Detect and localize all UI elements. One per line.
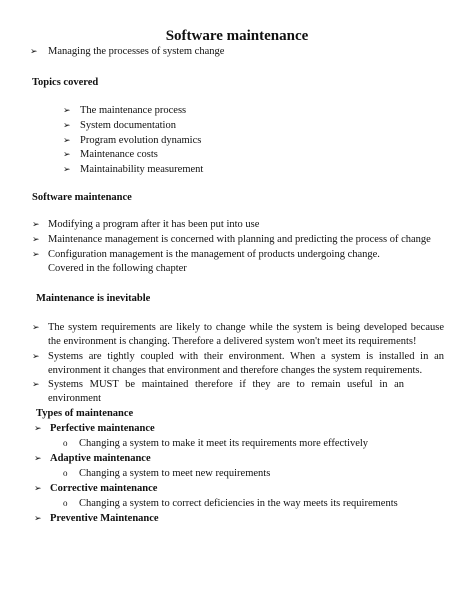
maintenance-type: Preventive Maintenance (50, 513, 159, 524)
bullet-icon: ➢ (63, 135, 71, 145)
bullet-icon: ➢ (34, 513, 42, 523)
list-item: Systems MUST be maintained therefore if they are to remain useful in an (48, 379, 404, 390)
maintenance-type-desc: Changing a system to meet new requirements (79, 468, 271, 479)
bullet-icon: ➢ (34, 423, 42, 433)
bullet-icon: ➢ (32, 249, 40, 259)
circle-bullet-icon: o (63, 438, 68, 448)
circle-bullet-icon: o (63, 498, 68, 508)
page-title: Software maintenance (165, 28, 309, 44)
bullet-icon: ➢ (63, 105, 71, 115)
bullet-icon: ➢ (32, 379, 40, 389)
list-item: Systems are tightly coupled with their environment. When a system is installed in an (48, 351, 444, 362)
section-heading: Software maintenance (32, 192, 132, 203)
topic-item: Maintainability measurement (80, 164, 204, 175)
maintenance-type: Corrective maintenance (50, 483, 158, 494)
bullet-icon: ➢ (32, 322, 40, 332)
circle-bullet-icon: o (63, 468, 68, 478)
maintenance-type: Perfective maintenance (50, 423, 155, 434)
section-heading: Types of maintenance (36, 408, 134, 419)
intro-text: Managing the processes of system change (48, 46, 225, 57)
list-item-continuation: the environment is changing. Therefore a delivered system won't meet its requirements! (48, 336, 417, 347)
list-item: Modifying a program after it has been put into use (48, 219, 260, 230)
section-heading: Maintenance is inevitable (36, 293, 151, 304)
bullet-icon: ➢ (34, 483, 42, 493)
bullet-icon: ➢ (34, 453, 42, 463)
bullet-icon: ➢ (32, 234, 40, 244)
list-item-continuation: environment (48, 393, 102, 404)
bullet-icon: ➢ (32, 351, 40, 361)
maintenance-type: Adaptive maintenance (50, 453, 151, 464)
list-item-continuation: Covered in the following chapter (48, 263, 187, 274)
topic-item: Program evolution dynamics (80, 135, 202, 146)
bullet-icon: ➢ (32, 219, 40, 229)
bullet-icon: ➢ (63, 120, 71, 130)
bullet-icon: ➢ (63, 149, 71, 159)
maintenance-type-desc: Changing a system to correct deficiencies in the way meets its requirements (79, 498, 398, 509)
list-item: Configuration management is the management of products undergoing change. (48, 249, 380, 260)
list-item: Maintenance management is concerned with planning and predicting the process of change (48, 234, 431, 245)
list-item: The system requirements are likely to change while the system is being developed because (48, 322, 444, 333)
list-item-continuation: environment it changes that environment and therefore changes the system requirements. (48, 365, 423, 376)
topics-heading: Topics covered (32, 77, 99, 88)
topic-item: System documentation (80, 120, 176, 131)
topic-item: The maintenance process (80, 105, 187, 116)
topic-item: Maintenance costs (80, 149, 158, 160)
maintenance-type-desc: Changing a system to make it meet its requirements more effectively (79, 438, 369, 449)
bullet-icon: ➢ (30, 46, 38, 56)
bullet-icon: ➢ (63, 164, 71, 174)
